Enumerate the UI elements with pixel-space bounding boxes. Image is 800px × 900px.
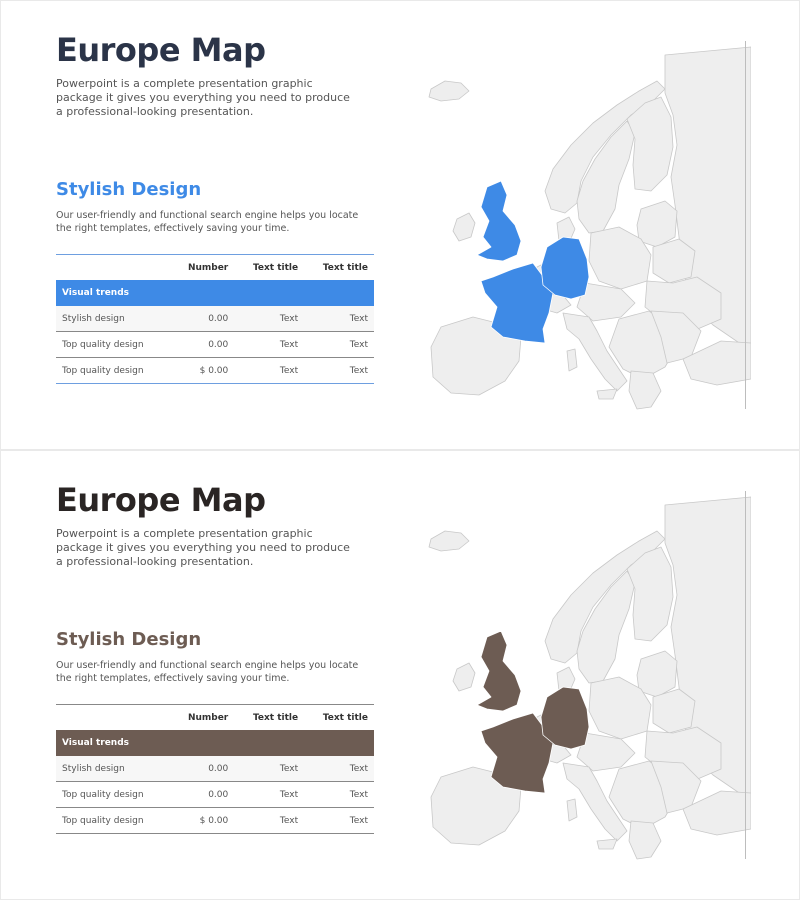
row-text: Text — [349, 365, 368, 376]
row-text: Text — [279, 313, 299, 324]
map-country-sicily — [597, 389, 617, 399]
divider-line — [745, 41, 746, 409]
europe-map — [421, 491, 751, 861]
table-header-cell: Number — [187, 262, 229, 273]
table-row — [56, 358, 374, 384]
map-country-baltics — [637, 201, 677, 247]
table-header-cell: Text title — [322, 712, 368, 723]
row-text: Text — [279, 365, 299, 376]
intro-text: Powerpoint is a complete presentation graphic package it gives you everything you need to produce a professional-looking presentation. — [56, 527, 350, 568]
slide-2 — [1, 451, 799, 899]
slide-title: Europe Map — [56, 481, 266, 519]
divider-line — [745, 491, 746, 859]
map-country-united-kingdom — [477, 181, 521, 261]
map-country-ireland — [453, 663, 475, 691]
map-country-ireland — [453, 213, 475, 241]
slide-title: Europe Map — [56, 31, 266, 69]
row-label: Top quality design — [62, 365, 144, 376]
table-row — [56, 756, 374, 782]
row-label: Top quality design — [62, 789, 144, 800]
row-text: Text — [279, 789, 299, 800]
map-country-greece — [629, 371, 661, 409]
table-header-row — [56, 255, 374, 281]
table-row — [56, 782, 374, 808]
table-band-row — [56, 280, 374, 306]
row-text: Text — [349, 763, 368, 774]
section-subtitle: Stylish Design — [56, 179, 202, 200]
map-country-germany — [541, 687, 589, 749]
section-description: Our user-friendly and functional search engine helps you locate the right templates, effectively saving your time. — [56, 660, 359, 684]
row-label: Top quality design — [62, 339, 144, 350]
table-row — [56, 306, 374, 332]
row-number: 0.00 — [208, 763, 229, 774]
row-number: $ 0.00 — [199, 365, 229, 376]
band-label: Visual trends — [56, 730, 374, 756]
table-header-cell: Text title — [322, 262, 368, 273]
map-country-sicily — [597, 839, 617, 849]
table-row — [56, 332, 374, 358]
map-country-united-kingdom — [477, 631, 521, 711]
table-header-cell — [56, 705, 170, 731]
table-header-row — [56, 705, 374, 731]
row-text: Text — [349, 815, 368, 826]
row-label: Top quality design — [62, 815, 144, 826]
map-country-iceland — [429, 81, 469, 101]
map-country-greece — [629, 821, 661, 859]
section-subtitle: Stylish Design — [56, 629, 202, 650]
table-header-cell: Text title — [252, 262, 299, 273]
row-text: Text — [349, 313, 368, 324]
map-country-germany — [541, 237, 589, 299]
table-band-row — [56, 730, 374, 756]
table-row — [56, 808, 374, 834]
row-number: 0.00 — [208, 313, 229, 324]
table-header-cell: Text title — [252, 712, 299, 723]
row-text: Text — [349, 789, 368, 800]
row-number: 0.00 — [208, 339, 229, 350]
map-country-sardinia — [567, 799, 577, 821]
data-table — [56, 704, 374, 834]
row-text: Text — [279, 763, 299, 774]
row-text: Text — [349, 339, 368, 350]
table-header-cell — [56, 255, 170, 281]
band-label: Visual trends — [56, 280, 374, 306]
map-country-iceland — [429, 531, 469, 551]
row-label: Stylish design — [62, 313, 125, 324]
europe-map — [421, 41, 751, 411]
row-label: Stylish design — [62, 763, 125, 774]
map-country-baltics — [637, 651, 677, 697]
slide-1 — [1, 1, 799, 449]
row-number: $ 0.00 — [199, 815, 229, 826]
table-header-cell: Number — [187, 712, 229, 723]
section-description: Our user-friendly and functional search engine helps you locate the right templates, effectively saving your time. — [56, 210, 359, 234]
row-number: 0.00 — [208, 789, 229, 800]
row-text: Text — [279, 815, 299, 826]
data-table — [56, 254, 374, 384]
intro-text: Powerpoint is a complete presentation graphic package it gives you everything you need to produce a professional-looking presentation. — [56, 77, 350, 118]
map-country-sardinia — [567, 349, 577, 371]
row-text: Text — [279, 339, 299, 350]
